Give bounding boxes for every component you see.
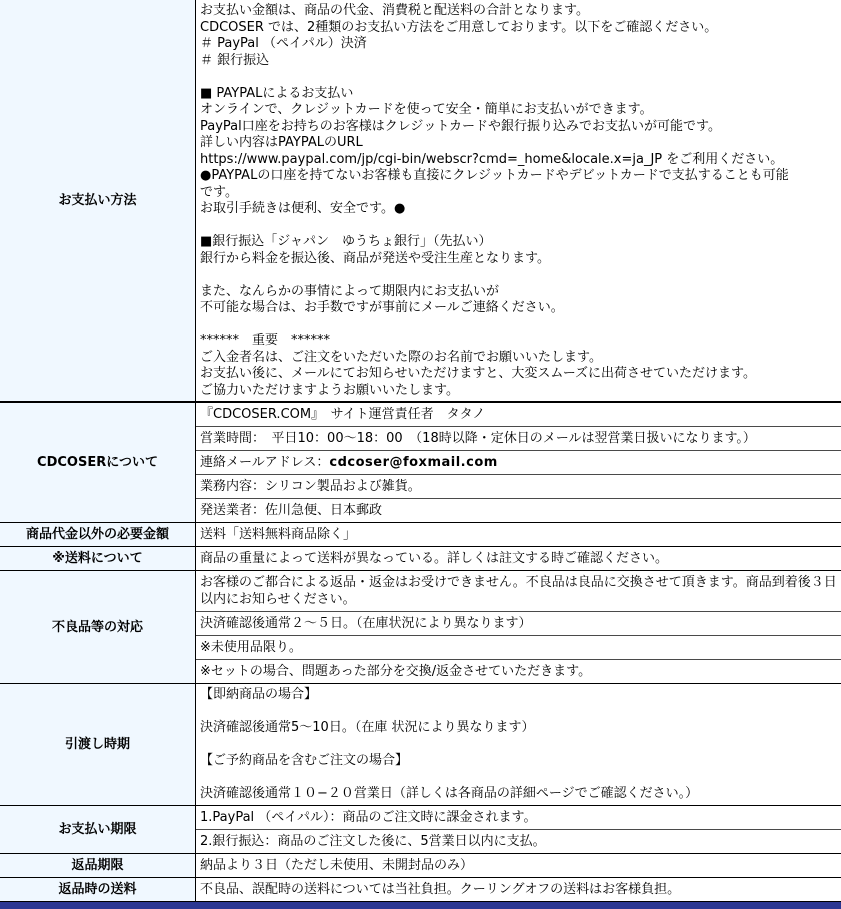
about-content (196, 403, 841, 522)
defective-content (196, 571, 841, 683)
text-line: CDCOSER では、2種類のお支払い方法をご用意しております。以下をご確認ください。 (200, 19, 718, 35)
delivery-row (0, 683, 841, 805)
business-hours-row: 営業時間： 平日10：00〜18：00 （18時以降・定休日のメールは翌営業日扱いになります。） (196, 427, 841, 451)
text-line: ご協力いただけますようお願いいたします。 (200, 382, 459, 398)
defective-policy-line: 決済確認後通常２〜５日。（在庫状況により異なります） (196, 612, 841, 636)
contact-email-address: cdcoser@foxmail.com (329, 455, 498, 470)
text-line: 詳しい内容はPAYPALのURL (200, 135, 363, 150)
text-line: 銀行から料金を振込後、商品が発送や受注生産となります。 (200, 250, 550, 266)
business-description-row: 業務内容：シリコン製品および雑貨。 (196, 475, 841, 499)
text-line (200, 69, 837, 86)
return-shipping-content: 不良品、誤配時の送料については当社負担。クーリングオフの送料はお客様負担。 (196, 878, 841, 901)
text-line: ●PAYPALの口座を持てないお客様も直接にクレジットカードやデビットカードで支払することも可能 (200, 168, 789, 183)
payment-method-label: お支払い方法 (0, 0, 196, 401)
text-line (200, 317, 837, 334)
site-operator-row: 『CDCOSER.COM』 サイト運営責任者 タタノ (196, 403, 841, 427)
contact-email-prefix: 連絡メールアドレス： (200, 455, 330, 470)
defective-row (0, 570, 841, 683)
text-line: https://www.paypal.com/jp/cgi-bin/webscr?cmd=_home&locale.x=ja_JP をご利用ください。 (200, 151, 784, 167)
about-label: CDCOSERについて (0, 403, 196, 522)
extra-fees-row (0, 522, 841, 546)
payment-deadline-line: 1.PayPal （ペイパル）：商品のご注文時に課金されます。 (196, 806, 841, 830)
return-deadline-label: 返品期限 (0, 854, 196, 877)
text-line: 【即納商品の場合】 (200, 687, 318, 702)
text-line: また、なんらかの事情によって期限内にお支払いが (200, 283, 500, 299)
text-line: です。 (200, 184, 238, 200)
shipping-note-row (0, 546, 841, 570)
payment-deadline-line: 2.銀行振込：商品のご注文した後に、5営業日以内に支払。 (200, 833, 546, 849)
text-line: ■銀行振込「ジャパン ゆうちょ銀行」（先払い） (200, 234, 492, 249)
return-deadline-content: 納品より３日（ただし未使用、未開封品のみ） (196, 854, 841, 877)
about-row (0, 401, 841, 522)
defective-label: 不良品等の対応 (0, 571, 196, 683)
text-line: お取引手続きは便利、安全です。● (200, 201, 406, 216)
defective-policy-line: ※セットの場合、問題あった部分を交換/返金させていただきます。 (200, 664, 592, 679)
payment-method-row (0, 0, 841, 401)
text-line (200, 218, 837, 235)
extra-fees-label: 商品代金以外の必要金額 (0, 523, 196, 546)
shipping-note-content: 商品の重量によって送料が異なっている。詳しくは註文する時ご確認ください。 (196, 547, 841, 570)
text-line: 決済確認後通常5〜10日。（在庫 状況により異なります） (200, 720, 535, 735)
delivery-label: 引渡し時期 (0, 684, 196, 805)
text-line: お支払い後に、メールにてお知らせいただけますと、大変スムーズに出荷させていただけます。 (200, 366, 757, 381)
shipping-carrier-row: 発送業者：佐川急便、日本郵政 (200, 503, 383, 518)
text-line (200, 267, 837, 284)
text-line (200, 737, 837, 754)
return-shipping-label: 返品時の送料 (0, 878, 196, 901)
bottom-bar (0, 902, 841, 909)
defective-policy-line: お客様のご都合による返品・返金はお受けできません。不良品は良品に交換させて頂きます。商品到着後３日以内にお知らせください。 (196, 571, 841, 612)
text-line: お支払い金額は、商品の代金、消費税と配送料の合計となります。 (200, 3, 589, 18)
text-line: オンラインで、クレジットカードを使って安全・簡単にお支払いができます。 (200, 102, 653, 117)
return-shipping-row (0, 877, 841, 901)
text-line: 不可能な場合は、お手数ですが事前にメールご連絡ください。 (200, 300, 564, 315)
text-line: ＃ PayPal （ペイパル）決済 (200, 36, 367, 51)
payment-deadline-content (196, 806, 841, 853)
text-line: ＃ 銀行振込 (200, 52, 270, 68)
text-line: ****** 重要 ****** (200, 333, 331, 348)
shipping-note-label: ※送料について (0, 547, 196, 570)
text-line (200, 704, 837, 721)
text-line: ご入金者名は、ご注文をいただいた際のお名前でお願いいたします。 (200, 349, 602, 365)
text-line: ■ PAYPALによるお支払い (200, 85, 354, 101)
defective-policy-line: ※未使用品限り。 (196, 636, 841, 660)
extra-fees-content: 送料「送料無料商品除く」 (196, 523, 841, 546)
text-line: PayPal口座をお持ちのお客様はクレジットカードや銀行振り込みでお支払いが可能です。 (200, 118, 721, 134)
payment-deadline-row (0, 805, 841, 853)
delivery-content (196, 684, 841, 805)
return-deadline-row (0, 853, 841, 877)
text-line (200, 770, 837, 787)
payment-deadline-label: お支払い期限 (0, 806, 196, 853)
payment-method-content (196, 0, 841, 401)
text-line: 決済確認後通常１０−２０営業日（詳しくは各商品の詳細ページでご確認ください。） (200, 786, 699, 801)
text-line: 【ご予約商品を含むご注文の場合】 (200, 753, 409, 768)
contact-email-row (196, 451, 841, 475)
